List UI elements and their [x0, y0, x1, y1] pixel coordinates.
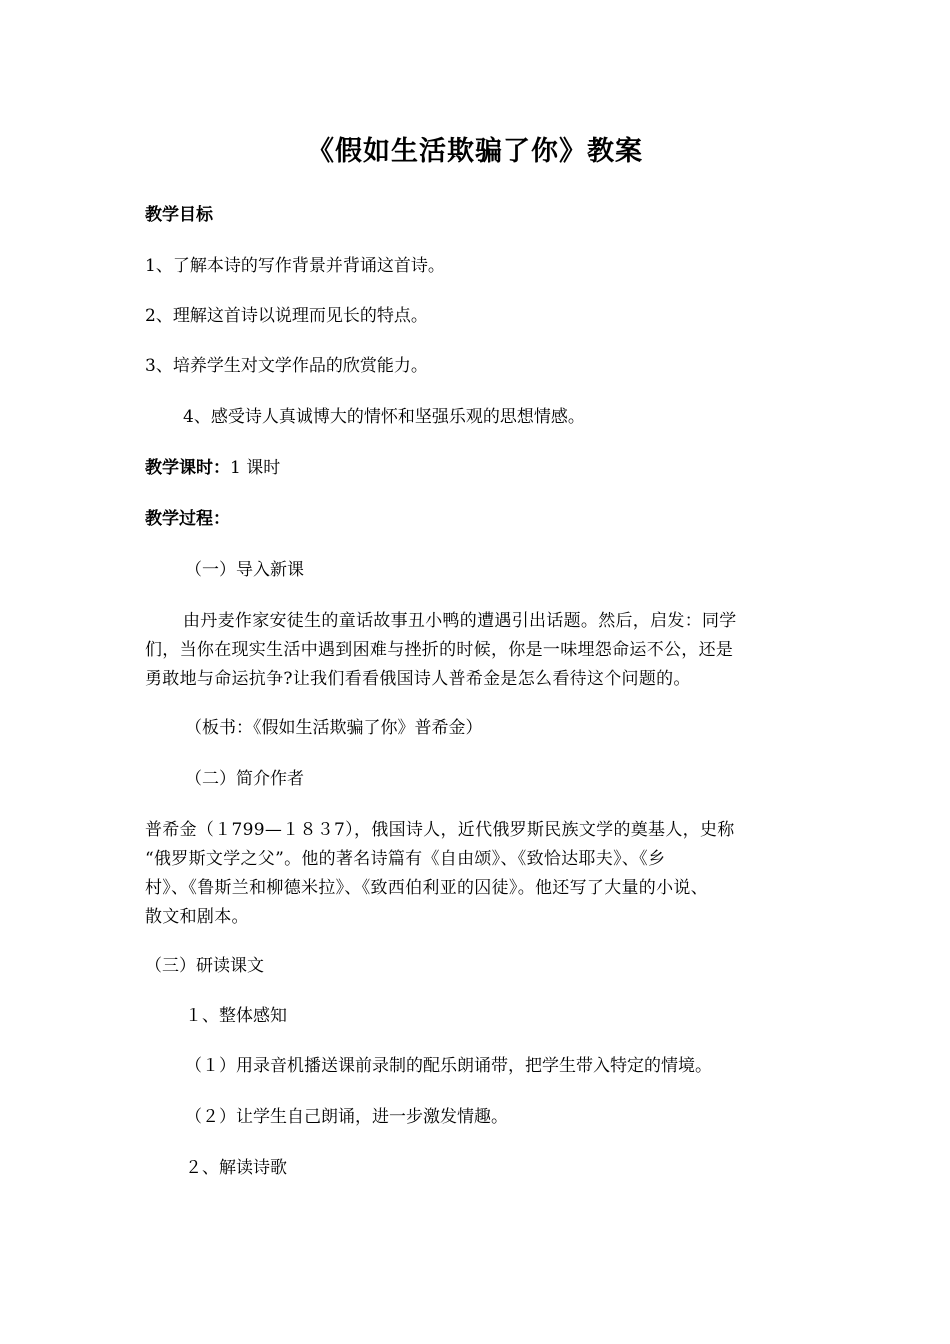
section-2-paragraph	[145, 816, 805, 932]
paragraph-line: “俄罗斯文学之父”。他的著名诗篇有《自由颂》、《致恰达耶夫》、《乡	[145, 849, 666, 869]
paragraph-line: 由丹麦作家安徒生的童话故事丑小鸭的遭遇引出话题。然后，启发：同学	[183, 611, 737, 631]
document-title: 《假如生活欺骗了你》教案	[307, 136, 643, 167]
section-3-heading: （三）研读课文	[145, 956, 264, 976]
section-1-paragraph	[145, 607, 805, 694]
board-note: （板书：《假如生活欺骗了你》普希金）	[185, 718, 483, 738]
sub-section-1-heading: １、整体感知	[185, 1006, 287, 1026]
objective-item-4: 4、感受诗人真诚博大的情怀和坚强乐观的思想情感。	[183, 407, 585, 427]
objectives-heading: 教学目标	[145, 205, 213, 225]
paragraph-line: 散文和剧本。	[145, 907, 249, 927]
paragraph-line: 勇敢地与命运抗争?让我们看看俄国诗人普希金是怎么看待这个问题的。	[145, 669, 691, 689]
process-heading: 教学过程：	[145, 509, 230, 529]
section-2-heading: （二）简介作者	[185, 769, 304, 789]
paragraph-line: 普希金（１799—１８３7），俄国诗人，近代俄罗斯民族文学的奠基人，史称	[145, 820, 735, 840]
paragraph-line: 村》、《鲁斯兰和柳德米拉》、《致西伯利亚的囚徒》。他还写了大量的小说、	[145, 878, 708, 898]
objective-item-1: 1、了解本诗的写作背景并背诵这首诗。	[145, 256, 445, 276]
lesson-hours-value: 1 课时	[230, 458, 281, 478]
lesson-hours-label: 教学课时：	[145, 458, 230, 478]
objective-item-2: 2、理解这首诗以说理而见长的特点。	[145, 306, 428, 326]
sub-section-2-heading: ２、解读诗歌	[185, 1158, 287, 1178]
sub-section-1-item-2: （２）让学生自己朗诵，进一步激发情趣。	[185, 1107, 508, 1127]
lesson-hours	[145, 456, 280, 481]
section-1-heading: （一）导入新课	[185, 560, 304, 580]
paragraph-line: 们，当你在现实生活中遇到困难与挫折的时候，你是一味埋怨命运不公，还是	[145, 640, 734, 660]
sub-section-1-item-1: （１）用录音机播送课前录制的配乐朗诵带，把学生带入特定的情境。	[185, 1056, 712, 1076]
objective-item-3: 3、培养学生对文学作品的欣赏能力。	[145, 356, 428, 376]
